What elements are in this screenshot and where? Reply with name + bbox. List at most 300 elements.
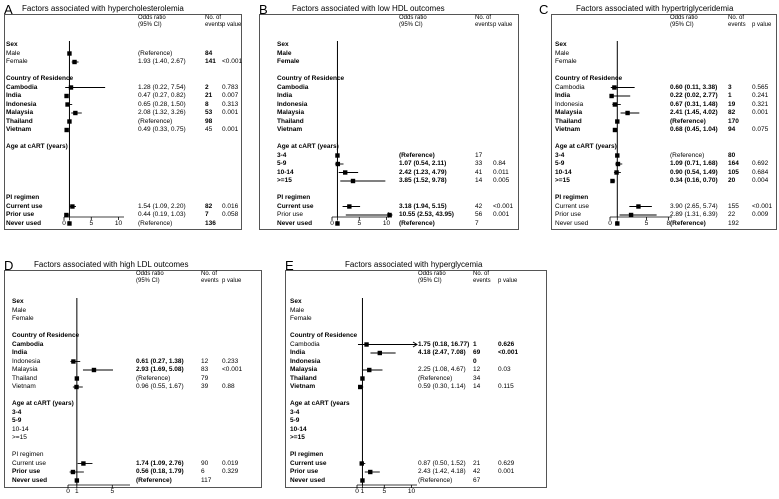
event-count: 8 (205, 100, 209, 108)
row-label: Prior use (290, 468, 319, 475)
header-events: No. of events (475, 15, 493, 28)
point-estimate (69, 85, 73, 89)
p-value: 0.001 (493, 211, 510, 218)
odds-ratio-text: 2.93 (1.69, 5.08) (136, 366, 184, 373)
event-count: 79 (201, 374, 209, 382)
row-label: 3-4 (277, 151, 287, 159)
x-tick-label: 10 (114, 220, 123, 227)
event-count: 69 (473, 349, 481, 356)
row-label: Malaysia (555, 109, 583, 116)
p-value: 0.241 (752, 92, 769, 99)
p-value: 0.019 (222, 459, 239, 467)
p-value: 0.016 (222, 202, 239, 210)
header-p-value: p value (493, 22, 513, 28)
header-p-value: p value (752, 22, 772, 28)
p-value: 0.783 (222, 83, 239, 91)
point-estimate (378, 351, 382, 355)
x-tick-label: 1 (615, 220, 620, 227)
row-label: Vietnam (290, 383, 316, 390)
event-count: 56 (475, 211, 483, 218)
row-label: Thailand (290, 374, 317, 382)
row-label: Cambodia (12, 340, 44, 348)
odds-ratio-text: (Reference) (670, 117, 706, 125)
event-count: 34 (473, 374, 481, 382)
event-count: 20 (728, 177, 736, 184)
point-estimate (387, 213, 391, 217)
header-odds-ratio: Odds ratio (95% CI) (418, 271, 446, 284)
point-estimate (75, 478, 79, 482)
event-count: 105 (728, 168, 739, 176)
x-tick-label: 5 (382, 488, 387, 495)
row-label: Never used (555, 219, 589, 227)
row-label: Cambodia (555, 83, 585, 91)
row-label: Vietnam (277, 126, 303, 133)
forest-plot (64, 41, 144, 227)
odds-ratio-text: 2.25 (1.08, 4.67) (418, 366, 466, 373)
odds-ratio-text: 2.08 (1.32, 3.26) (138, 109, 186, 116)
odds-ratio-text: (Reference) (399, 151, 435, 159)
row-label: Indonesia (277, 100, 308, 108)
point-estimate (368, 470, 372, 474)
row-label: Malaysia (12, 366, 38, 373)
event-count: 84 (205, 49, 213, 57)
header-events: No. of events (201, 271, 219, 284)
p-value: 0.001 (498, 468, 515, 475)
point-estimate (360, 478, 364, 482)
header-p-value: p value (222, 22, 242, 28)
row-label: PI regimen (277, 194, 311, 201)
row-label: Female (6, 58, 28, 65)
p-value: 0.329 (222, 468, 239, 475)
row-label: Age at cART (years) (555, 143, 617, 150)
p-value: 0.009 (752, 211, 769, 218)
event-count: 17 (475, 151, 483, 159)
x-tick-label: 5 (357, 220, 362, 227)
odds-ratio-text: 1.28 (0.22, 7.54) (138, 83, 186, 91)
row-label: Current use (277, 202, 314, 210)
event-count: 67 (473, 476, 481, 484)
row-label: PI regimen (12, 451, 44, 458)
row-label: 5-9 (12, 417, 22, 424)
odds-ratio-text: 4.18 (2.47, 7.08) (418, 349, 466, 356)
point-estimate (360, 461, 364, 465)
row-label: Indonesia (290, 357, 321, 365)
x-tick-label: 5 (89, 220, 94, 227)
header-odds-ratio: Odds ratio (95% CI) (399, 15, 427, 28)
odds-ratio-text: 0.61 (0.27, 1.38) (136, 357, 184, 365)
row-label: Malaysia (277, 109, 305, 116)
p-value: 0.011 (493, 168, 509, 176)
header-odds-ratio: Odds ratio (95% CI) (670, 15, 698, 28)
point-estimate (613, 102, 617, 106)
x-tick-label: 1 (360, 488, 365, 495)
event-count: 1 (473, 340, 477, 348)
odds-ratio-text: (Reference) (418, 476, 453, 484)
panel-letter: D (4, 258, 14, 273)
forest-plot (610, 41, 692, 227)
p-value: 0.004 (752, 177, 769, 184)
p-value: 0.313 (222, 100, 239, 108)
event-count: 170 (728, 117, 739, 125)
point-estimate (614, 170, 618, 174)
point-estimate (71, 470, 75, 474)
event-count: 39 (201, 383, 209, 390)
event-count: 117 (201, 476, 212, 484)
p-value: 0.629 (498, 459, 515, 467)
x-tick-label: 5 (110, 488, 115, 495)
event-count: 82 (728, 109, 736, 116)
row-label: 5-9 (277, 160, 287, 167)
odds-ratio-text: 2.41 (1.45, 4.02) (670, 109, 718, 116)
event-count: 45 (205, 126, 213, 133)
panel-title: Factors associated with hypertriglyceridemia (576, 4, 734, 13)
odds-ratio-text: 2.89 (1.31, 6.39) (670, 211, 718, 218)
odds-ratio-text: 0.34 (0.16, 0.70) (670, 177, 718, 184)
row-label: >=15 (12, 434, 27, 441)
row-label: India (277, 92, 293, 99)
row-label: Cambodia (6, 83, 38, 91)
row-label: 10-14 (290, 425, 307, 433)
forest-plot (332, 41, 412, 227)
odds-ratio-text: 0.96 (0.55, 1.67) (136, 383, 184, 390)
row-label: 10-14 (277, 168, 294, 176)
p-value: <0.001 (493, 202, 514, 210)
point-estimate (72, 60, 76, 64)
row-label: Sex (277, 41, 289, 48)
event-count: 53 (205, 109, 213, 116)
p-value: <0.001 (222, 58, 243, 65)
event-count: 21 (473, 459, 481, 467)
panel-letter: E (285, 258, 294, 273)
point-estimate (81, 461, 85, 465)
row-label: Sex (6, 41, 18, 48)
row-label: Malaysia (290, 366, 318, 373)
row-label: Current use (6, 202, 43, 210)
event-count: 22 (728, 211, 736, 218)
point-estimate (612, 85, 616, 89)
point-estimate (613, 128, 617, 132)
odds-ratio-text: 0.56 (0.18, 1.79) (136, 468, 184, 475)
header-events: No. of events (473, 271, 491, 284)
x-tick-label: 0 (355, 488, 359, 495)
odds-ratio-text: 1.74 (1.09, 2.76) (136, 459, 184, 467)
event-count: 19 (728, 100, 736, 108)
event-count: 141 (205, 58, 216, 65)
p-value: 0.84 (493, 160, 506, 167)
odds-ratio-text: (Reference) (138, 219, 173, 227)
row-label: Female (555, 58, 577, 65)
odds-ratio-text: 0.65 (0.28, 1.50) (138, 100, 186, 108)
row-label: Vietnam (555, 126, 581, 133)
point-estimate (65, 102, 69, 106)
point-estimate (64, 128, 68, 132)
panel-letter: C (539, 2, 549, 17)
p-value: 0.565 (752, 83, 769, 91)
event-count: 12 (201, 357, 209, 365)
row-label: Vietnam (12, 383, 36, 390)
row-label: Thailand (6, 117, 33, 125)
row-label: India (6, 92, 22, 99)
event-count: 94 (728, 126, 736, 133)
row-label: Age at cART (years) (12, 400, 74, 407)
row-label: >=15 (277, 177, 292, 184)
p-value: 0.075 (752, 126, 769, 133)
row-label: 5-9 (555, 160, 565, 167)
p-value: 0.626 (498, 340, 515, 348)
x-tick-label: 0 (330, 220, 334, 227)
point-estimate (92, 368, 96, 372)
panel-letter: A (4, 2, 13, 17)
odds-ratio-text: 1.93 (1.40, 2.67) (138, 58, 186, 65)
odds-ratio-text: 0.87 (0.50, 1.52) (418, 459, 466, 467)
x-tick-label: 10 (382, 220, 391, 227)
point-estimate (70, 204, 74, 208)
odds-ratio-text: (Reference) (418, 374, 453, 382)
header-p-value: p value (222, 278, 242, 284)
p-value: 0.001 (752, 109, 769, 116)
row-label: Age at cART (years (290, 400, 350, 407)
row-label: Male (277, 49, 292, 57)
row-label: Country of Residence (290, 332, 358, 339)
odds-ratio-text: (Reference) (399, 219, 435, 227)
row-label: 3-4 (290, 408, 300, 416)
odds-ratio-text: 3.85 (1.52, 9.78) (399, 177, 447, 184)
odds-ratio-text: 1.09 (0.71, 1.68) (670, 160, 718, 167)
point-estimate (74, 385, 78, 389)
odds-ratio-text: 3.18 (1.94, 5.15) (399, 202, 447, 210)
event-count: 6 (201, 468, 205, 475)
point-estimate (71, 359, 75, 363)
event-count: 14 (475, 177, 483, 184)
row-label: 10-14 (12, 425, 29, 433)
point-estimate (367, 368, 371, 372)
row-label: Vietnam (6, 126, 32, 133)
event-count: 2 (205, 83, 209, 91)
row-label: >=15 (555, 177, 570, 184)
x-tick-label: 0 (66, 488, 70, 495)
point-estimate (358, 385, 362, 389)
row-label: Thailand (555, 117, 582, 125)
odds-ratio-text: 1.54 (1.09, 2.20) (138, 202, 186, 210)
point-estimate (343, 170, 347, 174)
p-value: 0.03 (498, 366, 511, 373)
p-value: 0.321 (752, 100, 769, 108)
row-label: Prior use (555, 211, 582, 218)
row-label: Prior use (6, 211, 35, 218)
header-odds-ratio: Odds ratio (95% CI) (138, 15, 166, 28)
odds-ratio-text: 0.49 (0.33, 0.75) (138, 126, 186, 133)
odds-ratio-text: 0.67 (0.31, 1.48) (670, 100, 718, 108)
row-label: Male (12, 306, 27, 314)
event-count: 42 (473, 468, 481, 475)
event-count: 155 (728, 202, 739, 210)
row-label: Female (277, 58, 300, 65)
odds-ratio-text: 2.43 (1.42, 4.18) (418, 468, 466, 475)
event-count: 14 (473, 383, 481, 390)
p-value: 0.692 (752, 160, 769, 167)
row-label: Never used (290, 476, 326, 484)
row-label: PI regimen (6, 194, 40, 201)
point-estimate (335, 153, 339, 157)
event-count: 1 (728, 92, 732, 99)
row-label: Age at cART (years) (277, 143, 339, 150)
p-value: 0.115 (498, 383, 514, 390)
event-count: 0 (473, 357, 477, 365)
odds-ratio-text: (Reference) (136, 476, 172, 484)
event-count: 41 (475, 168, 483, 176)
p-value: 0.001 (222, 126, 239, 133)
point-estimate (360, 376, 364, 380)
odds-ratio-text: 1.75 (0.18, 16.77) (418, 340, 470, 348)
p-value: <0.001 (498, 349, 519, 356)
point-estimate (616, 162, 620, 166)
x-tick-label: 1 (75, 488, 79, 495)
point-estimate (629, 213, 633, 217)
row-label: Thailand (277, 117, 304, 125)
row-label: Country of Residence (6, 75, 74, 82)
odds-ratio-text: 0.47 (0.27, 0.82) (138, 92, 186, 99)
row-label: Male (6, 49, 21, 57)
event-count: 192 (728, 219, 739, 227)
row-label: Malaysia (6, 109, 34, 116)
p-value: 0.007 (222, 92, 239, 99)
point-estimate (636, 204, 640, 208)
row-label: Indonesia (6, 100, 37, 108)
point-estimate (610, 179, 614, 183)
point-estimate (615, 153, 619, 157)
row-label: Sex (12, 298, 24, 305)
row-label: >=15 (290, 434, 305, 441)
point-estimate (336, 162, 340, 166)
row-label: India (12, 349, 28, 356)
event-count: 83 (201, 366, 209, 373)
p-value: <0.001 (222, 366, 243, 373)
odds-ratio-text: 1.07 (0.54, 2.11) (399, 160, 447, 167)
event-count: 98 (205, 117, 213, 125)
event-count: 12 (473, 366, 481, 373)
point-estimate (67, 119, 71, 123)
x-tick-label: 10 (407, 488, 416, 495)
odds-ratio-text: 0.44 (0.19, 1.03) (138, 211, 186, 218)
row-label: Male (290, 306, 305, 314)
row-label: Female (290, 315, 312, 322)
row-label: India (555, 92, 571, 99)
row-label: PI regimen (555, 194, 589, 201)
event-count: 3 (728, 83, 732, 91)
event-count: 7 (475, 219, 479, 227)
p-value: 0.005 (493, 177, 510, 184)
odds-ratio-text: 2.42 (1.23, 4.79) (399, 168, 447, 176)
point-estimate (364, 342, 368, 346)
panel-title: Factors associated with hyperglycemia (345, 260, 483, 269)
p-value: 0.058 (222, 211, 239, 218)
row-label: Prior use (12, 468, 41, 475)
row-label: Indonesia (12, 357, 41, 365)
odds-ratio-text: 0.68 (0.45, 1.04) (670, 126, 718, 133)
row-label: Female (12, 315, 34, 322)
event-count: 82 (205, 202, 213, 210)
point-estimate (64, 94, 68, 98)
x-tick-label: 1 (335, 220, 340, 227)
row-label: Country of Residence (277, 75, 345, 82)
row-label: PI regimen (290, 451, 324, 458)
x-tick-label: 0 (608, 220, 612, 227)
header-p-value: p value (498, 278, 518, 284)
row-label: 3-4 (555, 151, 565, 159)
row-label: Never used (277, 219, 313, 227)
event-count: 80 (728, 151, 736, 159)
point-estimate (351, 179, 355, 183)
header-events: No. of events (205, 15, 223, 28)
point-estimate (615, 119, 619, 123)
odds-ratio-text: (Reference) (670, 151, 705, 159)
row-label: Sex (290, 298, 302, 305)
x-tick-label: 8 (666, 220, 671, 227)
row-label: Never used (12, 476, 48, 484)
header-events: No. of events (728, 15, 746, 28)
panel-letter: B (259, 2, 268, 17)
x-tick-label: 1 (67, 220, 72, 227)
event-count: 164 (728, 160, 739, 167)
odds-ratio-text: 0.59 (0.30, 1.14) (418, 383, 466, 390)
point-estimate (75, 376, 79, 380)
event-count: 21 (205, 92, 213, 99)
point-estimate (67, 51, 71, 55)
x-tick-label: 5 (644, 220, 649, 227)
point-estimate (73, 111, 77, 115)
point-estimate (625, 111, 629, 115)
row-label: 5-9 (290, 417, 300, 424)
row-label: Cambodia (290, 340, 320, 348)
event-count: 7 (205, 211, 209, 218)
row-label: India (290, 349, 306, 356)
odds-ratio-text: 0.90 (0.54, 1.49) (670, 168, 718, 176)
odds-ratio-text: 3.90 (2.65, 5.74) (670, 202, 718, 210)
p-value: 0.233 (222, 357, 239, 365)
row-label: Current use (12, 459, 46, 467)
p-value: 0.684 (752, 168, 769, 176)
odds-ratio-text: (Reference) (670, 219, 706, 227)
row-label: Male (555, 49, 570, 57)
event-count: 136 (205, 219, 216, 227)
row-label: Sex (555, 41, 567, 48)
p-value: 0.88 (222, 383, 235, 390)
point-estimate (64, 213, 68, 217)
odds-ratio-text: (Reference) (136, 374, 171, 382)
panel-title: Factors associated with low HDL outcomes (292, 4, 445, 13)
row-label: 3-4 (12, 408, 22, 416)
odds-ratio-text: (Reference) (138, 117, 173, 125)
row-label: Prior use (277, 211, 304, 218)
row-label: Indonesia (555, 100, 584, 108)
odds-ratio-text: 10.55 (2.53, 43.95) (399, 211, 454, 218)
row-label: Age at cART (years) (6, 143, 68, 150)
row-label: 10-14 (555, 168, 572, 176)
odds-ratio-text: 0.22 (0.02, 2.77) (670, 92, 718, 99)
row-label: Current use (290, 459, 327, 467)
p-value: <0.001 (752, 202, 773, 210)
odds-ratio-text: (Reference) (138, 49, 173, 57)
p-value: 0.001 (222, 109, 239, 116)
header-odds-ratio: Odds ratio (95% CI) (136, 271, 164, 284)
row-label: Thailand (12, 374, 37, 382)
row-label: Current use (555, 202, 589, 210)
point-estimate (609, 94, 613, 98)
panel-title: Factors associated with hypercholesterolemia (22, 4, 184, 13)
row-label: Country of Residence (12, 332, 80, 339)
event-count: 90 (201, 459, 209, 467)
row-label: Country of Residence (555, 75, 623, 82)
